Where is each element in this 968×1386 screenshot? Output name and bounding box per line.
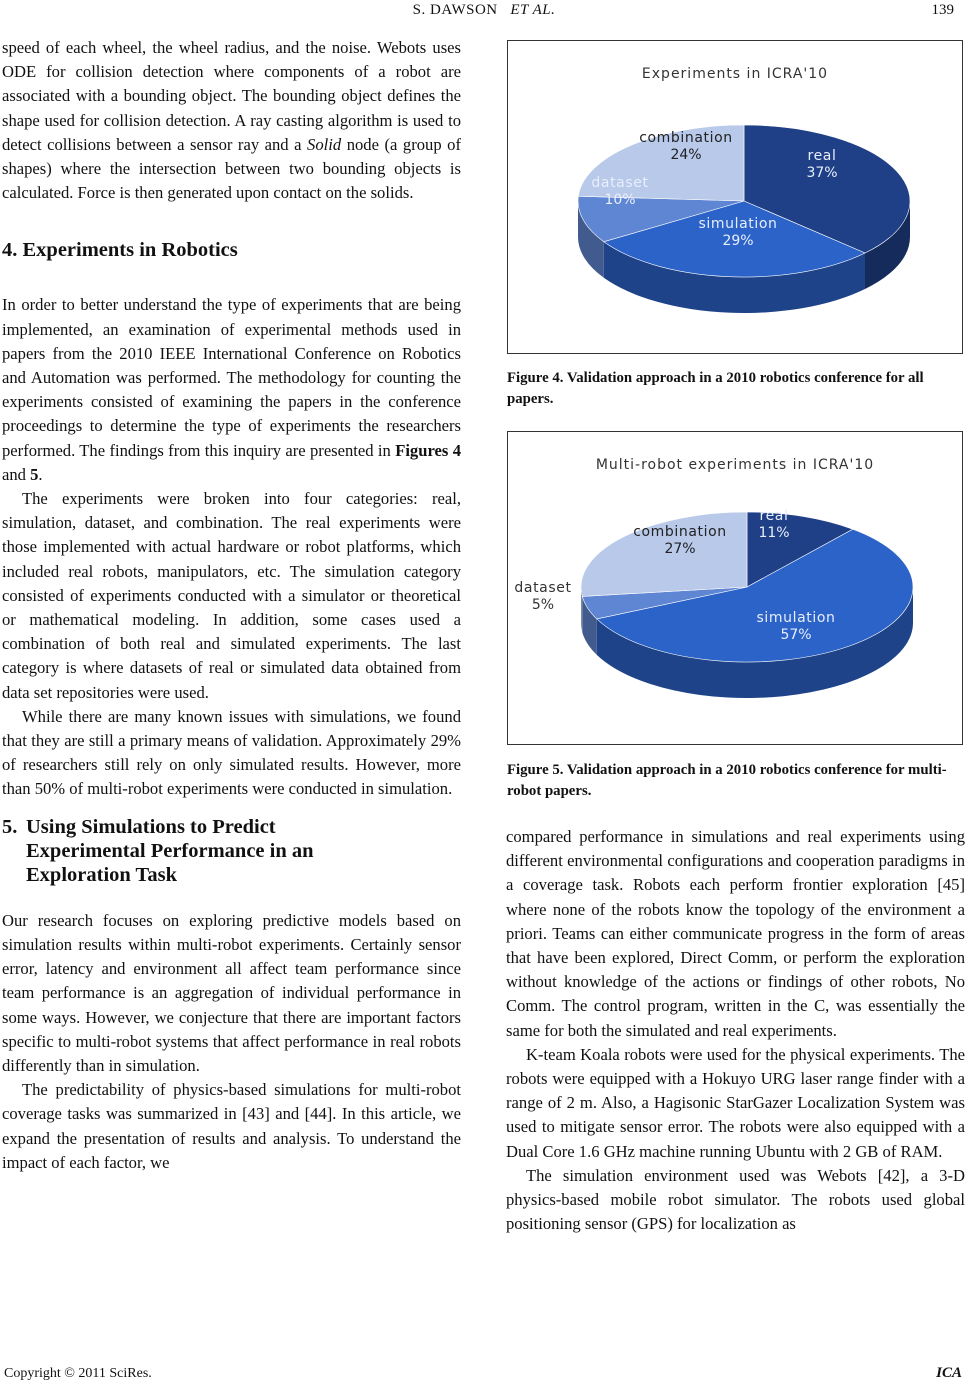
slice-label-real: real (759, 508, 789, 524)
slice-label-combination: combination (639, 130, 733, 146)
chart-title: Experiments in ICRA'10 (641, 66, 829, 82)
chart-title: Multi-robot experiments in ICRA'10 (595, 457, 875, 473)
paragraph: The simulation environment used was Webots [42], a 3-D physics-based mobile robot simulator. The robots used global positioning sensor (GPS) for localization as (506, 1165, 965, 1234)
paragraph: speed of each wheel, the wheel radius, and the noise. Webots uses ODE for collision detection where components of a robot are associated with a bounding object. The bounding object defines the shape used for collision detection. A ray casting algorithm is used to detect collisions between a sensor ray and a Solid node (a group of shapes) where the intersection between two bounding objects is calculated. Force is then generated upon contact on the solids. (2, 38, 461, 203)
figure-4 (507, 40, 963, 354)
slice-value-real: 11% (758, 525, 790, 541)
slice-label-real: real (807, 148, 837, 164)
paragraph: While there are many known issues with simulations, we found that they are still a primary means of validation. Approximately 29% of researchers still rely on only simulated results. However, more than 50% of multi-robot experiments were conducted in simulation. (2, 706, 461, 799)
slice-label-combination: combination (633, 524, 727, 540)
slice-value-dataset: 10% (604, 192, 636, 208)
copyright: Copyright © 2011 SciRes. (4, 1366, 152, 1381)
right-column (506, 825, 965, 1236)
figure-4-chart (508, 41, 962, 353)
paragraph: The predictability of physics-based simulations for multi-robot coverage tasks was summarized in [43] and [44]. In this article, we expand the presentation of results and analysis. To understand the impact of each factor, we (2, 1080, 461, 1172)
slice-value-simulation: 29% (722, 233, 754, 249)
slice-value-simulation: 57% (780, 627, 812, 643)
section-heading-5: 5. Using Simulations to Predict Experimental Performance in an Exploration Task (2, 815, 314, 886)
slice-value-real: 37% (806, 165, 838, 181)
paragraph: The experiments were broken into four categories: real, simulation, dataset, and combination. The real experiments were those implemented with actual hardware or robot platforms, which included real robots, manipulators, etc. The simulation category consisted of experiments conducted with a simulator or theoretical or mathematical modeling. In addition, some cases used a combination of both real and simulated experiments. The last category is where datasets of real or simulated data obtained from data set repositories were used. (2, 489, 461, 702)
et-al: ET AL. (510, 2, 556, 18)
figure-4-caption: Figure 4. Validation approach in a 2010 robotics conference for all papers. (507, 370, 924, 407)
running-head (0, 2, 968, 19)
paragraph: In order to better understand the type of experiments that are being implemented, an examination of experimental methods used in papers from the 2010 IEEE International Conference on Robotics and Automation was performed. The methodology for counting the experiments consisted of examining the papers in the conference proceedings to determine the type of experiments the researchers performed. The findings from this inquiry are presented in Figures 4 and 5. (2, 295, 461, 484)
slice-label-simulation: simulation (698, 216, 778, 232)
slice-label-dataset: dataset (514, 580, 572, 596)
paragraph: Our research focuses on exploring predictive models based on simulation results within multi-robot experiments. Certainly sensor error, latency and environment all affect team performance since team performance is an aggregation of individual performance in some ways. However, we conjecture that there are important factors specific to multi-robot systems that affect performance in real robots differently than in simulation. (2, 910, 461, 1075)
slice-label-dataset: dataset (591, 175, 649, 191)
figure-5-caption: Figure 5. Validation approach in a 2010 robotics conference for multi-robot papers. (507, 762, 947, 799)
slice-value-dataset: 5% (531, 597, 555, 613)
left-column (2, 36, 461, 1175)
slice-label-simulation: simulation (756, 610, 836, 626)
paragraph: compared performance in simulations and real experiments using different environmental configurations and cooperation paradigms in a coverage task. Robots each perform frontier exploration [45] where none of the robots know the topology of the environment a priori. Teams can either communicate progress in the form of areas that have been explored, Direct Comm, or perform the exploration without knowledge of the actions or findings of other robots, No Comm. The control program, written in the C, was essentially the same for both the simulated and real experiments. (506, 827, 965, 1040)
figure-5 (507, 431, 963, 745)
page-number: 139 (931, 2, 954, 18)
paragraph: K-team Koala robots were used for the physical experiments. The robots were equipped with a Hokuyo URG laser range finder with a range of 2 m. Also, a Hagisonic StarGazer Localization System was used to mitigate sensor error. The robots were also equipped with a Dual Core 1.6 GHz machine running Ubuntu with 2 GB of RAM. (506, 1044, 965, 1161)
slice-value-combination: 27% (664, 541, 696, 557)
section-heading-4: 4. Experiments in Robotics (2, 239, 238, 262)
journal-name: ICA (936, 1365, 962, 1381)
slice-value-combination: 24% (670, 147, 702, 163)
author: S. DAWSON (412, 2, 498, 18)
figure-5-chart (508, 432, 962, 744)
